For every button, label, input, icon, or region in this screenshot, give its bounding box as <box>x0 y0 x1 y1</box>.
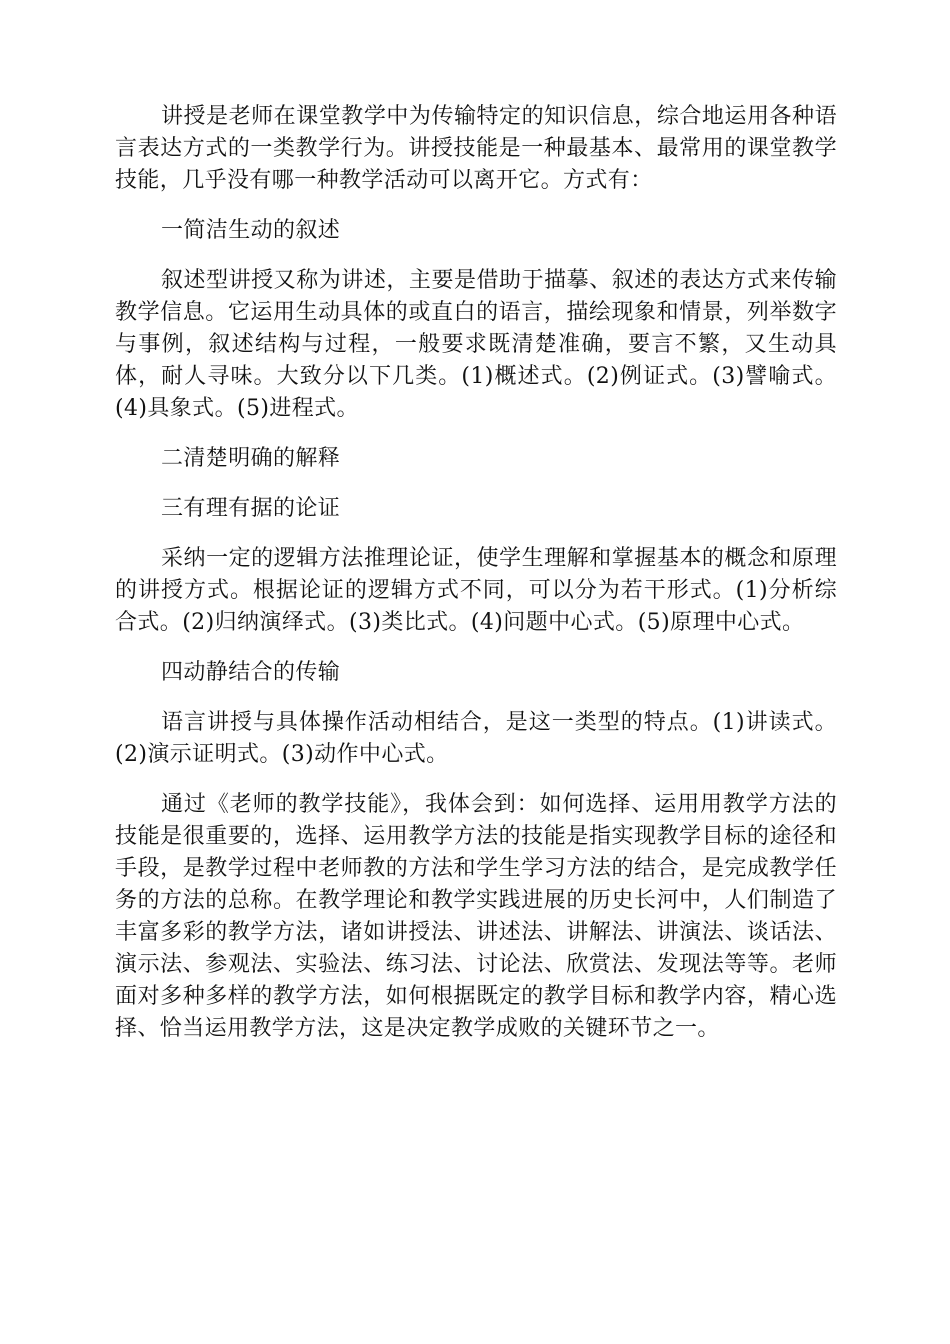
heading-explanation: 二清楚明确的解释 <box>161 446 341 471</box>
heading-argument: 三有理有据的论证 <box>161 496 341 521</box>
paragraph-combined: 语言讲授与具体操作活动相结合，是这一类型的特点。(1)讲读式。(2)演示证明式。(3)动作中心式。 <box>115 710 837 767</box>
heading-narration: 一简洁生动的叙述 <box>161 218 341 243</box>
paragraph-reflection: 通过《老师的教学技能》，我体会到：如何选择、运用用教学方法的技能是很重要的，选择、运用教学方法的技能是指实现教学目标的途径和手段，是教学过程中老师教的方法和学生学习方法的结合，是完成教学任务的方法的总称。在教学理论和教学实践进展的历史长河中，人们制造了丰富多彩的教学方法，诸如讲授法、讲述法、讲解法、讲演法、谈话法、演示法、参观法、实验法、练习法、讨论法、欣赏法、发现法等等。老师面对多种多样的教学方法，如何根据既定的教学目标和教学内容，精心选择、恰当运用教学方法，这是决定教学成败的关键环节之一。 <box>115 792 837 1041</box>
document-page <box>115 101 837 1063</box>
paragraph-argument: 采纳一定的逻辑方法推理论证，使学生理解和掌握基本的概念和原理的讲授方式。根据论证的逻辑方式不同，可以分为若干形式。(1)分析综合式。(2)归纳演绎式。(3)类比式。(4)问题中心式。(5)原理中心式。 <box>115 546 837 635</box>
paragraph-lecture-definition: 讲授是老师在课堂教学中为传输特定的知识信息，综合地运用各种语言表达方式的一类教学行为。讲授技能是一种最基本、最常用的课堂教学技能，几乎没有哪一种教学活动可以离开它。方式有： <box>115 104 837 193</box>
heading-combined: 四动静结合的传输 <box>161 660 341 685</box>
paragraph-narration: 叙述型讲授又称为讲述，主要是借助于描摹、叙述的表达方式来传输教学信息。它运用生动具体的或直白的语言，描绘现象和情景，列举数字与事例，叙述结构与过程，一般要求既清楚准确，要言不繁，又生动具体，耐人寻味。大致分以下几类。(1)概述式。(2)例证式。(3)譬喻式。(4)具象式。(5)进程式。 <box>115 268 837 421</box>
